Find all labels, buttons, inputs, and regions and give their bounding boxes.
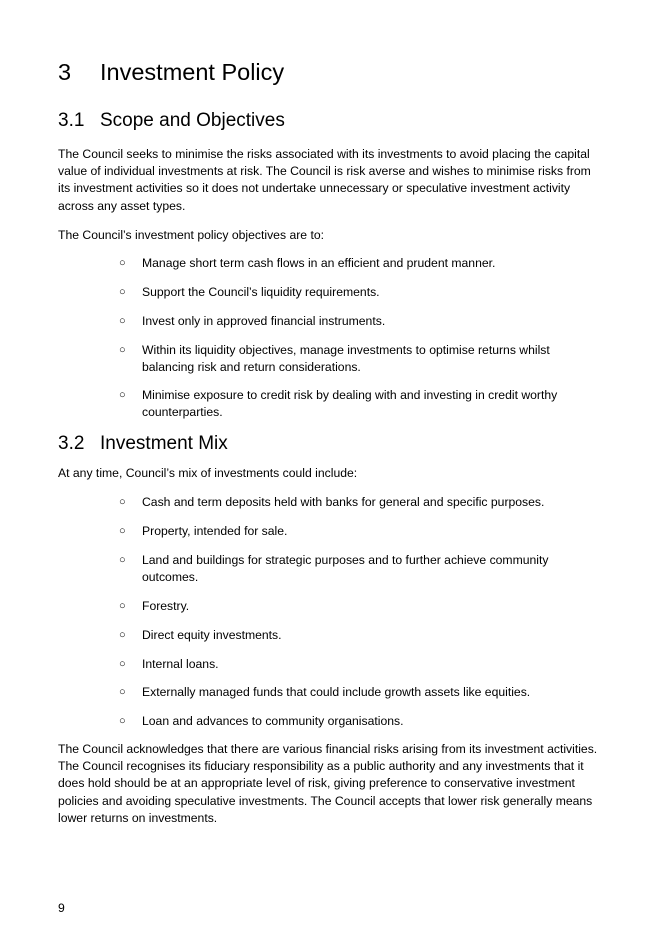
risk-paragraph: The Council acknowledges that there are various financial risks arising from its investment activities. The Council recognises its fiduciary responsibility as a public authority and any investments that it does hold should be at an appropriate level of risk, giving preference to conservative investment policies and avoiding speculative investments. The Council accepts that lower risk generally means lower returns on investments. (58, 742, 598, 825)
list-item-text: Direct equity investments. (142, 628, 282, 642)
bullet-icon: ○ (119, 344, 126, 356)
list-item-text: Forestry. (142, 599, 190, 613)
section-title: Scope and Objectives (100, 110, 285, 131)
scope-paragraph: The Council seeks to minimise the risks associated with its investments to avoid placing the capital value of individual investments at risk. The Council is risk averse and wishes to minimise risks from its investment activities so it does not undertake unnecessary or speculative investment activity across any asset types. (58, 147, 591, 213)
section-heading-scope (58, 109, 285, 133)
section-number: 3.1 (58, 110, 85, 131)
page-number: 9 (58, 901, 65, 915)
list-item-text: Externally managed funds that could include growth assets like equities. (142, 685, 531, 699)
section-heading-mix (58, 432, 228, 456)
bullet-icon: ○ (119, 554, 126, 566)
list-item-text: Support the Council’s liquidity requirements. (142, 285, 380, 299)
bullet-icon: ○ (119, 715, 126, 727)
bullet-icon: ○ (119, 315, 126, 327)
bullet-icon: ○ (119, 658, 126, 670)
objectives-intro: The Council’s investment policy objectives are to: (58, 228, 324, 242)
list-item-text: Loan and advances to community organisations. (142, 714, 404, 728)
mix-intro: At any time, Council’s mix of investments could include: (58, 466, 358, 480)
bullet-icon: ○ (119, 686, 126, 698)
bullet-icon: ○ (119, 389, 126, 401)
list-item-text: Land and buildings for strategic purposes and to further achieve community outcomes. (142, 553, 549, 585)
list-item-text: Minimise exposure to credit risk by dealing with and investing in credit worthy counterparties. (142, 388, 558, 420)
section-title: Investment Mix (100, 433, 228, 454)
section-number: 3.2 (58, 433, 85, 454)
heading-number: 3 (58, 59, 72, 85)
list-item-text: Internal loans. (142, 657, 219, 671)
bullet-icon: ○ (119, 600, 126, 612)
list-item-text: Invest only in approved financial instruments. (142, 314, 386, 328)
list-item-text: Manage short term cash flows in an efficient and prudent manner. (142, 256, 496, 270)
list-item-text: Property, intended for sale. (142, 524, 288, 538)
bullet-icon: ○ (119, 257, 126, 269)
bullet-icon: ○ (119, 496, 126, 508)
bullet-icon: ○ (119, 629, 126, 641)
list-item-text: Cash and term deposits held with banks for general and specific purposes. (142, 495, 545, 509)
page-heading (58, 57, 284, 87)
bullet-icon: ○ (119, 286, 126, 298)
heading-title: Investment Policy (100, 59, 285, 85)
bullet-icon: ○ (119, 525, 126, 537)
list-item-text: Within its liquidity objectives, manage investments to optimise returns whilst balancing risk and return considerations. (142, 343, 550, 375)
